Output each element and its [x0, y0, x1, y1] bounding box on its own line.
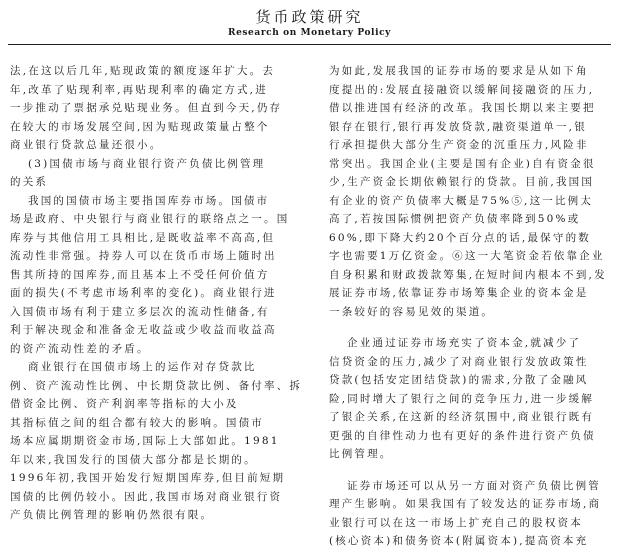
text-line: 了银企关系,在这新的经济氛围中,商业银行既有: [329, 411, 595, 423]
text-line: 借以推进国有经济的改革。我国长期以来主要把: [329, 102, 596, 114]
text-line: 场本应属期期资金市场,国际上大部如此。1981: [10, 435, 280, 447]
text-line: 的资产流动性差的矛盾。: [10, 342, 150, 355]
text-line: 库券与其他信用工具相比,是既收益率不高高,但: [10, 231, 276, 244]
text-line: 例、资产流动性比例、中长期贷款比例、备付率、拆: [10, 379, 303, 392]
text-line: 常突出。我国企业(主要是国有企业)自有资金很: [329, 157, 596, 170]
text-line: 在较大的市场发展空间,因为贴现政策量占整个: [10, 120, 270, 133]
paragraph-gap: [329, 321, 611, 334]
text-line: 企业通过证券市场充实了资本金,就减少了: [347, 337, 582, 349]
text-line: 入国债市场有利于建立多层次的流动性储备,有: [10, 305, 270, 318]
text-line: 售其所持的国库券,而且基本上不受任何价值方: [10, 268, 270, 281]
text-line: 贷款(包括安定团结贷款)的需求,分散了金融风: [329, 374, 589, 386]
paragraph-gap: [329, 464, 611, 477]
text-line: 法,在这以后几年,贴现政策的额度逐年扩大。去: [10, 65, 276, 77]
text-line: 流动性非常强。持券人可以在货币市场上随时出: [10, 250, 277, 262]
section-heading-cont: 的关系: [10, 176, 49, 188]
text-line: 证券市场还可以从另一方面对资产负债比例管: [347, 479, 601, 492]
text-line: 年以来,我国发行的国债大部分都是长期的。: [10, 453, 257, 466]
text-line: 为如此,发展我国的证券市场的要求是从如下角: [329, 65, 589, 77]
text-line: 国债的比例仍较小。因此,我国市场对商业银行资: [10, 490, 283, 503]
left-column: [10, 62, 303, 521]
text-line: 理产生影响。如果我国有了较发达的证券市场,商: [329, 498, 602, 510]
text-line: 商业银行在国债市场上的运作对存贷款比: [28, 361, 257, 373]
text-line: (核心资本)和债务资本(附属资本),提高资本充: [329, 535, 589, 547]
text-line: 其指标值之间的组合都有较大的影响。国债市: [10, 416, 264, 429]
text-line: 险,同时增大了银行之间的竞争压力,进一步缓解: [329, 392, 595, 405]
text-line: 自身积累和财政拨款筹集,在短时间内根本不到,发: [329, 268, 607, 281]
header-rule: [8, 44, 611, 45]
section-heading: (3)国债市场与商业银行资产负债比例管理: [28, 157, 266, 170]
right-column: [329, 62, 611, 547]
text-line: 度提出的:发展直接融资以缓解间接融资的压力,: [329, 83, 595, 96]
text-line: 银存在银行,银行再发放贷款,融资渠道单一,银: [329, 120, 587, 133]
text-line: 字也需要1万亿资金。⑥这一大笔资金若依靠企业: [329, 250, 605, 262]
text-line: 利于解决现金和准备金无收益或少收益而收益高: [10, 324, 277, 336]
running-head: [0, 0, 619, 52]
text-line: 比例管理。: [329, 448, 393, 460]
text-line: 借资金比例、资产利润率等指标的大小及: [10, 398, 239, 410]
text-line: 商业银行贷款总量还很小。: [10, 139, 163, 151]
text-line: 我国的国债市场主要指国库券市场。国债市: [28, 194, 270, 207]
text-line: 高了,若按国际惯例把资产负债率降到50%或: [329, 213, 581, 225]
text-line: 行承担提供大部分生产资金的沉重压力,风险非: [329, 139, 589, 151]
text-line: 场是政府、中央银行与商业银行的联络点之一。国: [10, 213, 290, 225]
text-line: 一条较好的容易见效的渠道。: [329, 305, 495, 318]
text-line: 展证券市场,依靠证券市场筹集企业的资本金是: [329, 287, 589, 299]
text-line: 年,改革了贴现利率,再贴现利率的确定方式,进: [10, 83, 268, 96]
text-line: 有企业的资产负债率大概是75%⑤,这一比例太: [329, 194, 594, 207]
text-line: 一步推动了票据承兑贴现业务。但直到今天,仍存: [10, 102, 283, 114]
journal-subtitle: Research on Monetary Policy: [227, 28, 391, 38]
text-line: 业银行可以在这一市场上扩充自己的股权资本: [329, 516, 583, 529]
text-line: 少,生产资金长期依赖银行的贷款。目前,我国国: [329, 176, 595, 188]
text-line: 更强的自律性动力也有更好的条件进行资产负债: [329, 429, 596, 442]
text-line: 产负债比例管理的影响仍然很有限。: [10, 509, 214, 521]
text-line: 1996年初,我国开始发行短期国库券,但目前短期: [10, 472, 286, 484]
text-line: 60%,即下降大约20个百分点的话,最保守的数: [329, 231, 591, 244]
journal-title: 货币政策研究: [255, 8, 364, 26]
text-line: 面的损失(不考虑市场利率的变化)。商业银行进: [10, 287, 277, 299]
text-line: 信贷资金的压力,减少了对商业银行发放政策性: [329, 355, 589, 368]
